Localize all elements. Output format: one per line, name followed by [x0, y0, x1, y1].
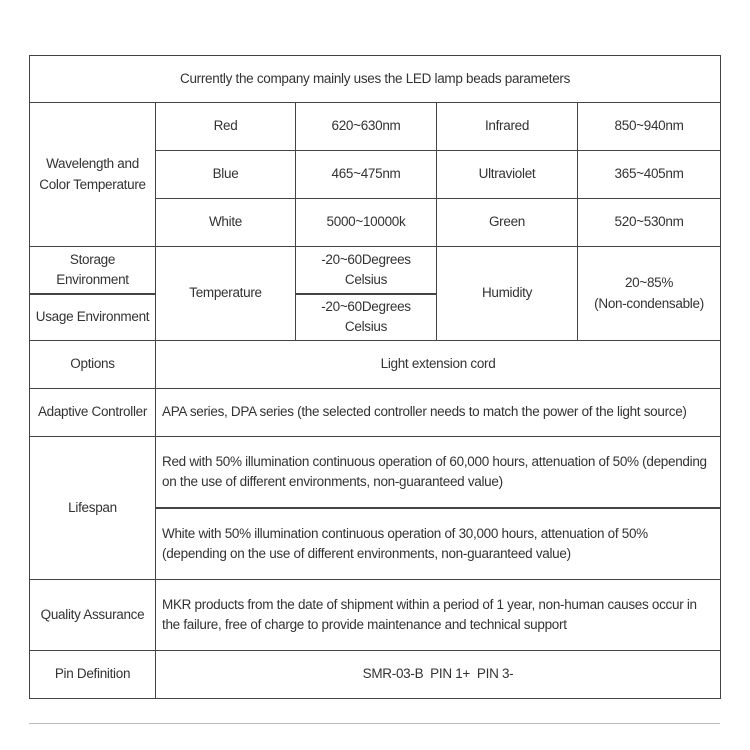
color-red: Red	[156, 103, 296, 151]
quality-label: Quality Assurance	[30, 580, 156, 651]
divider	[29, 723, 720, 724]
controller-value: APA series, DPA series (the selected controller needs to match the power of the light source)	[156, 389, 721, 437]
quality-row	[30, 580, 721, 651]
value-green: 520~530nm	[578, 199, 721, 247]
humidity-value	[578, 247, 721, 341]
temperature-label: Temperature	[156, 247, 296, 341]
color-green: Green	[437, 199, 578, 247]
pin-label: Pin Definition	[30, 651, 156, 699]
lifespan-label: Lifespan	[30, 437, 156, 580]
wavelength-label: Wavelength and Color Temperature	[30, 103, 156, 247]
lifespan-row-red	[30, 437, 721, 508]
humidity-range: 20~85%	[624, 275, 674, 291]
storage-temperature-value: -20~60Degrees Celsius	[296, 247, 437, 294]
value-ultraviolet: 365~405nm	[578, 151, 721, 199]
controller-row	[30, 389, 721, 437]
led-parameters-table	[29, 55, 721, 699]
humidity-label: Humidity	[437, 247, 578, 341]
pin-value: SMR-03-B PIN 1+ PIN 3-	[156, 651, 721, 699]
color-infrared: Infrared	[437, 103, 578, 151]
value-red: 620~630nm	[296, 103, 437, 151]
pin-row	[30, 651, 721, 699]
lifespan-red-text: Red with 50% illumination continuous operation of 60,000 hours, attenuation of 50% (depending on the use of different environments, non-guaranteed value)	[156, 437, 721, 508]
storage-environment-label: Storage Environment	[30, 247, 156, 294]
storage-environment-row	[30, 247, 721, 294]
value-infrared: 850~940nm	[578, 103, 721, 151]
value-white: 5000~10000k	[296, 199, 437, 247]
usage-temperature-value: -20~60Degrees Celsius	[296, 294, 437, 341]
color-ultraviolet: Ultraviolet	[437, 151, 578, 199]
value-blue: 465~475nm	[296, 151, 437, 199]
humidity-note: (Non-condensable)	[594, 295, 704, 311]
lifespan-white-text: White with 50% illumination continuous operation of 30,000 hours, attenuation of 50% (depending on the use of different environments, non-guaranteed value)	[156, 508, 721, 580]
table-title: Currently the company mainly uses the LED lamp beads parameters	[30, 56, 721, 103]
wavelength-row-red	[30, 103, 721, 151]
color-white: White	[156, 199, 296, 247]
options-label: Options	[30, 341, 156, 389]
color-blue: Blue	[156, 151, 296, 199]
title-row	[30, 56, 721, 103]
options-row	[30, 341, 721, 389]
usage-environment-label: Usage Environment	[30, 294, 156, 341]
controller-label: Adaptive Controller	[30, 389, 156, 437]
quality-value: MKR products from the date of shipment within a period of 1 year, non-human causes occur in the failure, free of charge to provide maintenance and technical support	[156, 580, 721, 651]
options-value: Light extension cord	[156, 341, 721, 389]
